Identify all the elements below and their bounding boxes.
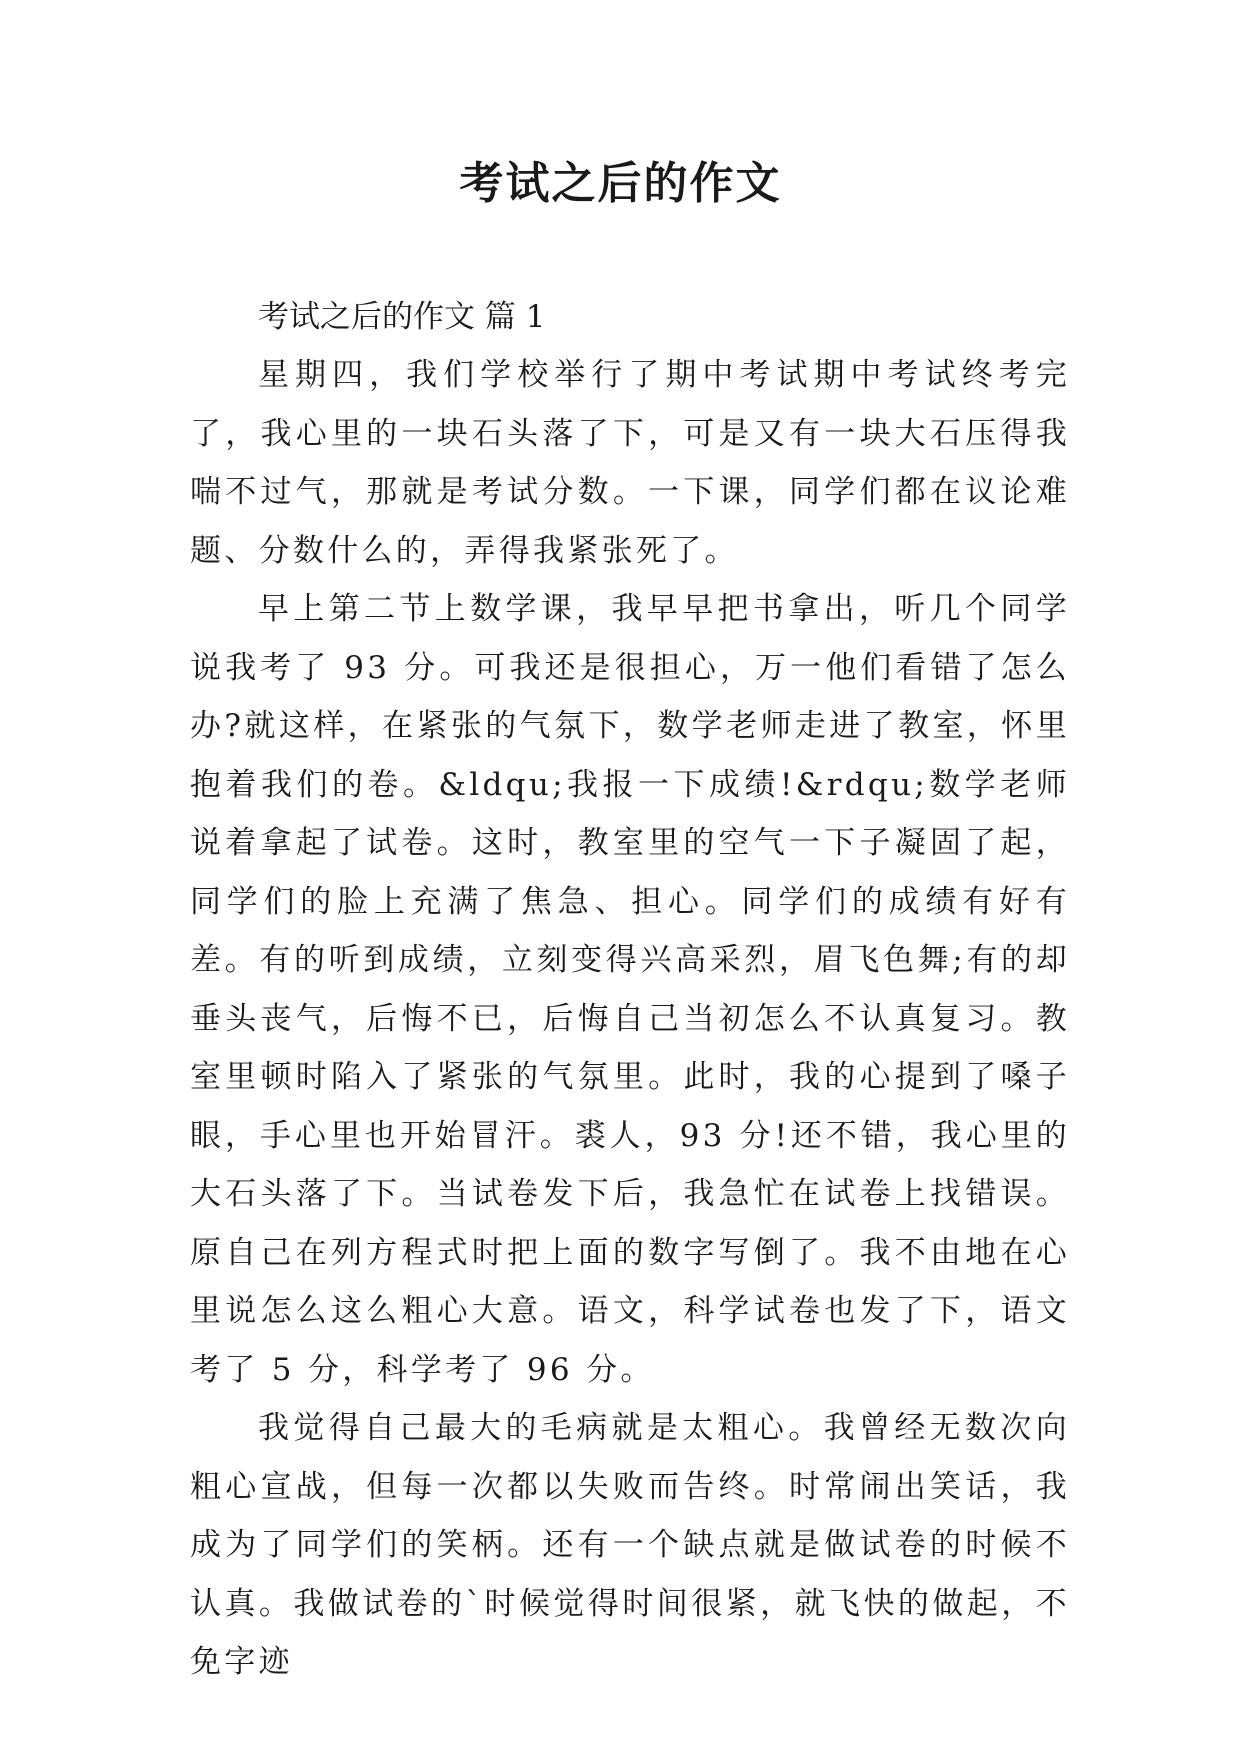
paragraph-2: 早上第二节上数学课，我早早把书拿出，听几个同学说我考了 93 分。可我还是很担心，万一他们看错了怎么办?就这样，在紧张的气氛下，数学老师走进了教室，怀里抱着我们的卷。&ldqu;我报一下成绩!&rdqu;数学老师说着拿起了试卷。这时，教室里的空气一下子凝固了起，同学们的脸上充满了焦急、担心。同学们的成绩有好有差。有的听到成绩，立刻变得兴高采烈，眉飞色舞;有的却垂头丧气，后悔不已，后悔自己当初怎么不认真复习。教室里顿时陷入了紧张的气氛里。此时，我的心提到了嗓子眼，手心里也开始冒汗。裘人，93 分!还不错，我心里的大石头落了下。当试卷发下后，我急忙在试卷上找错误。原自己在列方程式时把上面的数字写倒了。我不由地在心里说怎么这么粗心大意。语文，科学试卷也发了下，语文考了 5 分，科学考了 96 分。: [190, 591, 1070, 1388]
document-title: 考试之后的作文: [459, 158, 782, 209]
paragraph-1: 星期四，我们学校举行了期中考试期中考试终考完了，我心里的一块石头落了下，可是又有一块大石压得我喘不过气，那就是考试分数。一下课，同学们都在议论难题、分数什么的，弄得我紧张死了。: [190, 357, 1070, 569]
section-heading: 考试之后的作文 篇 1: [258, 299, 546, 335]
document-body: [190, 288, 1070, 1692]
paragraph-3: 我觉得自己最大的毛病就是太粗心。我曾经无数次向粗心宣战，但每一次都以失败而告终。时常闹出笑话，我成为了同学们的笑柄。还有一个缺点就是做试卷的时候不认真。我做试卷的`时候觉得时间很紧，就飞快的做起，不免字迹: [190, 1410, 1070, 1680]
